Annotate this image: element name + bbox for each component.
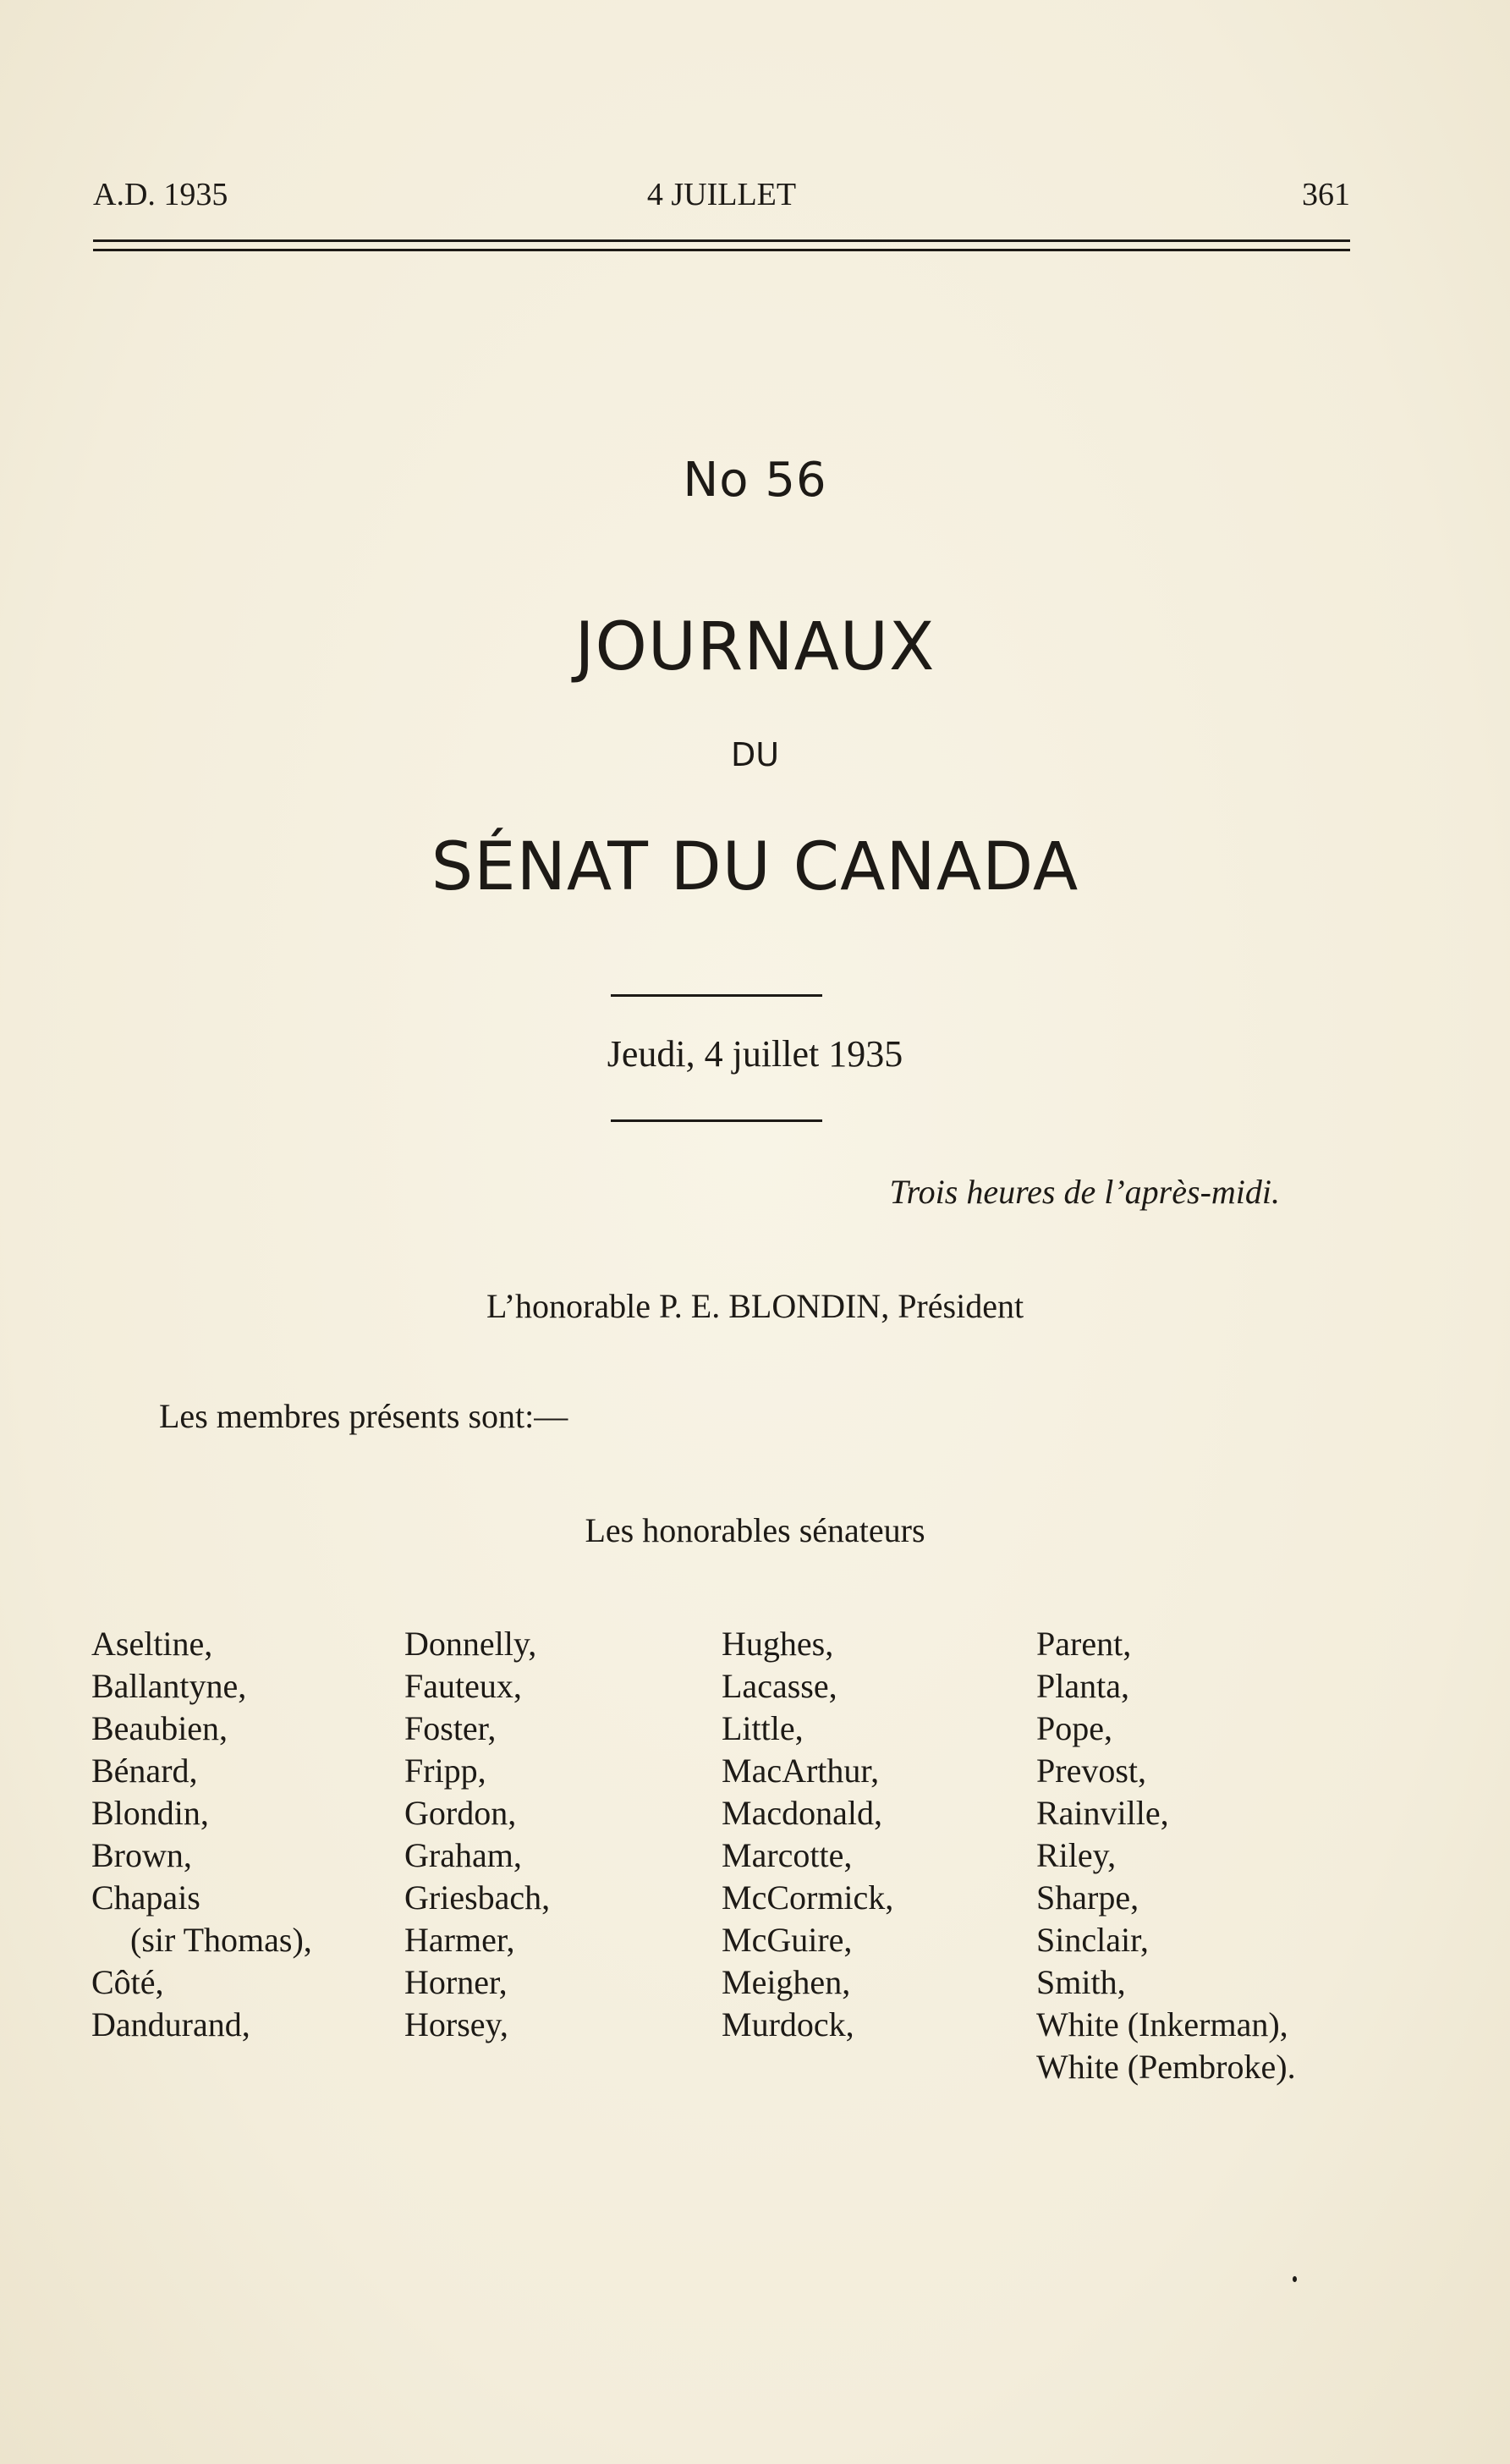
senator-name: McGuire, xyxy=(722,1921,853,1959)
title-journaux: JOURNAUX xyxy=(574,609,936,685)
senator-name: Riley, xyxy=(1036,1836,1117,1874)
running-head-date: 4 JUILLET xyxy=(646,177,797,212)
senator-name: Graham, xyxy=(404,1836,522,1874)
senator-name: McCormick, xyxy=(722,1878,894,1917)
president-line: L’honorable P. E. BLONDIN, Président xyxy=(486,1287,1024,1325)
senator-name: Dandurand, xyxy=(91,2005,250,2043)
senator-name: White (Pembroke). xyxy=(1036,2048,1296,2086)
senator-name: MacArthur, xyxy=(722,1752,880,1790)
senator-name: Parent, xyxy=(1036,1625,1132,1663)
senator-name: Smith, xyxy=(1036,1963,1126,2001)
senator-name: Chapais xyxy=(91,1878,200,1917)
journal-number: No 56 xyxy=(683,453,827,508)
senator-name: Macdonald, xyxy=(722,1794,882,1832)
senator-name: Aseltine, xyxy=(91,1625,213,1663)
senator-name: Bénard, xyxy=(91,1752,198,1790)
senator-name: Sharpe, xyxy=(1036,1878,1139,1917)
senator-name: Gordon, xyxy=(404,1794,517,1832)
senator-column-2 xyxy=(404,1623,550,2046)
senator-name: Fripp, xyxy=(404,1752,486,1790)
senator-name: Beaubien, xyxy=(91,1709,228,1747)
senator-name: White (Inkerman), xyxy=(1036,2005,1288,2043)
running-head xyxy=(93,176,1350,218)
senator-name-continuation: (sir Thomas), xyxy=(130,1921,312,1959)
senator-name: Marcotte, xyxy=(722,1836,853,1874)
senator-name: Donnelly, xyxy=(404,1625,537,1663)
sitting-date: Jeudi, 4 juillet 1935 xyxy=(607,1033,903,1075)
senator-name: Murdock, xyxy=(722,2005,854,2043)
senator-name: Brown, xyxy=(91,1836,192,1874)
page-number: 361 xyxy=(1302,177,1350,212)
senator-name: Horner, xyxy=(404,1963,508,2001)
header-double-rule xyxy=(93,239,1350,251)
title-du: DU xyxy=(730,736,780,773)
senator-name: Rainville, xyxy=(1036,1794,1169,1832)
senator-name: Planta, xyxy=(1036,1667,1129,1705)
members-intro: Les membres présents sont:— xyxy=(159,1397,568,1435)
senator-name: Griesbach, xyxy=(404,1878,551,1917)
senator-column-3 xyxy=(722,1623,893,2046)
senator-name: Meighen, xyxy=(722,1963,851,2001)
senator-column-1 xyxy=(91,1623,312,2046)
senator-name: Horsey, xyxy=(404,2005,508,2043)
senator-column-4 xyxy=(1036,1623,1296,2088)
senators-heading: Les honorables sénateurs xyxy=(585,1511,925,1549)
ink-speck xyxy=(1293,2276,1297,2282)
senator-name: Lacasse, xyxy=(722,1667,837,1705)
senator-name: Sinclair, xyxy=(1036,1921,1149,1959)
divider-rule-bottom xyxy=(611,1119,822,1122)
senator-name: Foster, xyxy=(404,1709,497,1747)
sitting-time: Trois heures de l’après-midi. xyxy=(889,1173,1280,1211)
senator-name: Ballantyne, xyxy=(91,1667,247,1705)
divider-rule-top xyxy=(611,994,822,997)
title-senat: SÉNAT DU CANADA xyxy=(431,829,1079,905)
senator-name: Harmer, xyxy=(404,1921,515,1959)
senator-name: Prevost, xyxy=(1036,1752,1146,1790)
senator-name: Fauteux, xyxy=(404,1667,522,1705)
senator-name: Hughes, xyxy=(722,1625,834,1663)
senator-name: Little, xyxy=(722,1709,804,1747)
running-head-year: A.D. 1935 xyxy=(93,177,228,212)
senator-name: Blondin, xyxy=(91,1794,209,1832)
senator-name: Côté, xyxy=(91,1963,164,2001)
senator-name: Pope, xyxy=(1036,1709,1112,1747)
